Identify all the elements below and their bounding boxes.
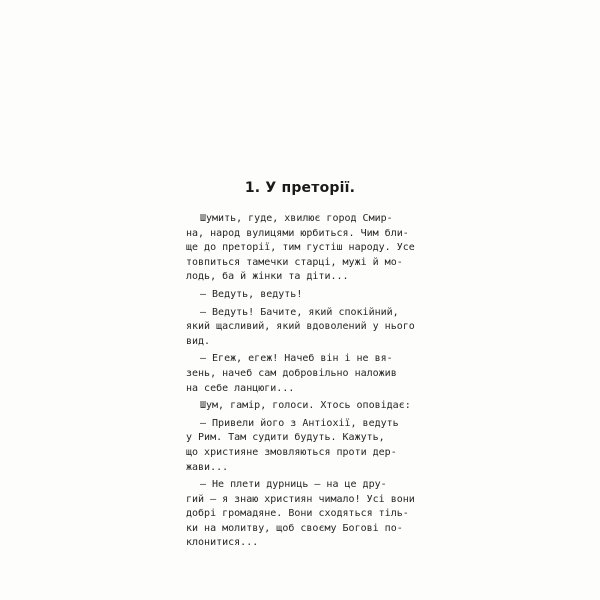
text-line: який щасливий, який вдоволений у нього [186, 321, 415, 333]
paragraph [186, 288, 418, 303]
text-line: Шум, гамір, голоси. Хтось оповідає: [200, 400, 411, 412]
text-line: клонитися... [186, 537, 259, 549]
text-line: у Рим. Там судити будуть. Кажуть, [186, 432, 385, 444]
text-line: що християне змовляються проти дер- [186, 446, 397, 458]
text-line: — Ведуть! Бачите, який спокійний, [200, 306, 399, 318]
text-line: на себе ланцюги... [186, 382, 295, 394]
text-line: гий — я знаю християн чимало! Усі вони [186, 493, 415, 505]
paragraph [186, 352, 418, 396]
text-line: зень, начеб сам добровільно наложив [186, 367, 397, 379]
chapter-heading: 1. У преторії. [244, 180, 356, 196]
paragraph [186, 417, 418, 475]
text-line: Шумить, гуде, хвилює город Смир- [200, 213, 393, 224]
paragraph [186, 306, 418, 350]
paragraph [186, 399, 418, 414]
paragraph [186, 478, 418, 551]
text-line: — Ведуть, ведуть! [200, 288, 303, 300]
text-line: на, народ вулицями юрбиться. Чим бли- [186, 227, 409, 239]
text-line: — Егеж, егеж! Начеб він і не вя- [200, 353, 393, 365]
text-line: — Не плети дурниць — на це дру- [200, 479, 387, 491]
text-line: жави... [186, 461, 229, 473]
text-line: ки на молитву, щоб своєму Богові по- [186, 522, 403, 534]
text-line: вид. [186, 335, 211, 347]
text-line: лодь, ба й жінки та діти... [186, 271, 349, 283]
text-line: ще до преторії, тим густіш народу. Усе [186, 242, 415, 254]
chapter-text [186, 212, 418, 551]
text-line: товпиться тамечки старці, мужі й мо- [186, 256, 403, 268]
text-line: — Привели його з Антіохії, ведуть [200, 417, 399, 429]
paragraph [186, 212, 418, 285]
text-line: добрі громадяне. Вони сходяться тіль- [186, 508, 409, 520]
